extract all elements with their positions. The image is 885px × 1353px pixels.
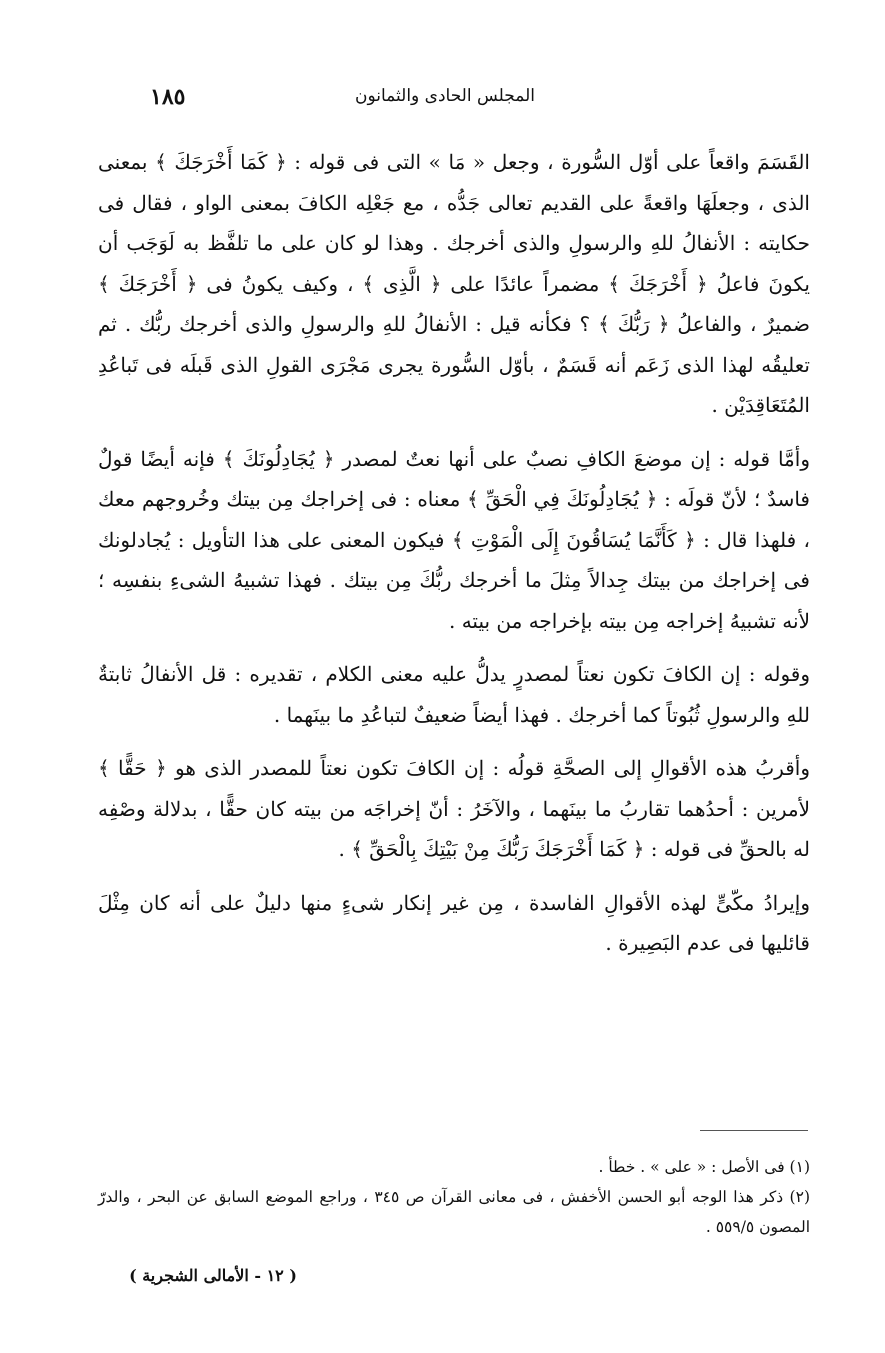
paragraph: وأمَّا قوله : إن موضعَ الكافِ نصبٌ على أنها نعتٌ لمصدر ﴿ يُجَادِلُونَكَ ﴾ فإنه أيضًا قولٌ فاسدٌ ؛ لأنّ قولَه : ﴿ يُجَادِلُونَكَ فِي الْحَقِّ ﴾ معناه : فى إخراجك مِن بيتك وخُروجهم معك ، فلهذا قال : ﴿ كَأَنَّمَا يُسَاقُونَ إِلَى الْمَوْتِ ﴾ فيكون المعنى على هذا التأويل : يُجادلونك فى إخراجك من بيتك جِدالاً مِثلَ ما أخرجك ربُّكَ مِن بيتك . فهذا تشبيهُ الشىءِ بنفسِه ؛ لأنه تشبيهُ إخراجه مِن بيته بإخراجه من بيته . [98,446,810,633]
footnote: (٢) ذكر هذا الوجه أبو الحسن الأخفش ، فى معانى القرآن ص ٣٤٥ ، وراجع الموضع السابق عن البحر ، والدرّ المصون ٥٥٩/٥ . [98,1188,810,1236]
signature-mark: ( ١٢ - الأمالى الشجرية ) [129,1266,297,1285]
running-head [0,84,885,114]
paragraph: وأقربُ هذه الأقوالِ إلى الصحَّةِ قولُه : إن الكافَ تكون نعتاً للمصدر الذى هو ﴿ حَقًّا ﴾ لأمرين : أحدُهما تقاربُ ما بينَهما ، والآخَرُ : أنّ إخراجَه من بيته كان حقًّا ، بدلالة وصْفِه له بالحقِّ فى قوله : ﴿ كَمَا أَخْرَجَكَ رَبُّكَ مِنْ بَيْتِكَ بِالْحَقِّ ﴾ . [98,756,810,861]
paragraph: وإيرادُ مكّىٍّ لهذه الأقوالِ الفاسدة ، مِن غير إنكار شىءٍ منها دليلٌ على أنه كان مِثْلَ قائليها فى عدم البَصِيرة . [98,890,810,955]
paragraph: وقوله : إن الكافَ تكون نعتاً لمصدرٍ يدلُّ عليه معنى الكلام ، تقديره : قل الأنفالُ ثابتةٌ للهِ والرسولِ ثُبُوتاً كما أخرجك . فهذا أيضاً ضعيفٌ لتباعُدِ ما بينَهما . [98,662,810,727]
body-text [98,142,810,977]
footnote: (١) فى الأصل : « على » . خطأ . [598,1158,810,1176]
paragraph: القَسَمَ واقعاً على أوّل السُّورة ، وجعل « مَا » التى فى قوله : ﴿ كَمَا أَخْرَجَكَ ﴾ بمعنى الذى ، وجعلَهَا واقعةً على القديم تعالى جَدُّه ، مع جَعْلِه الكافَ بمعنى الواو ، فقال فى حكايته : الأنفالُ للهِ والرسولِ والذى أخرجك . وهذا لو كان على ما تلفَّظ به لَوَجَب أن يكونَ فاعلُ ﴿ أَخْرَجَكَ ﴾ مضمراً عائدًا على ﴿ الَّذِى ﴾ ، وكيف يكونُ فى ﴿ أَخْرَجَكَ ﴾ ضميرٌ ، والفاعلُ ﴿ رَبُّكَ ﴾ ؟ فكأنه قيل : الأنفالُ للهِ والرسولِ والذى أخرجك ربُّك . ثم تعليقُه لهذا الذى زَعَم أنه قَسَمٌ ، بأوّل السُّورة يجرى مَجْرَى القولِ الذى قَبلَه فى تَباعُدِ المُتَعَاقِدَيْن . [98,150,810,417]
chapter-title: المجلس الحادى والثمانون [355,86,535,106]
footnotes [98,1152,810,1242]
footnote-divider [700,1130,808,1131]
page-number: ١٨٥ [150,84,186,110]
